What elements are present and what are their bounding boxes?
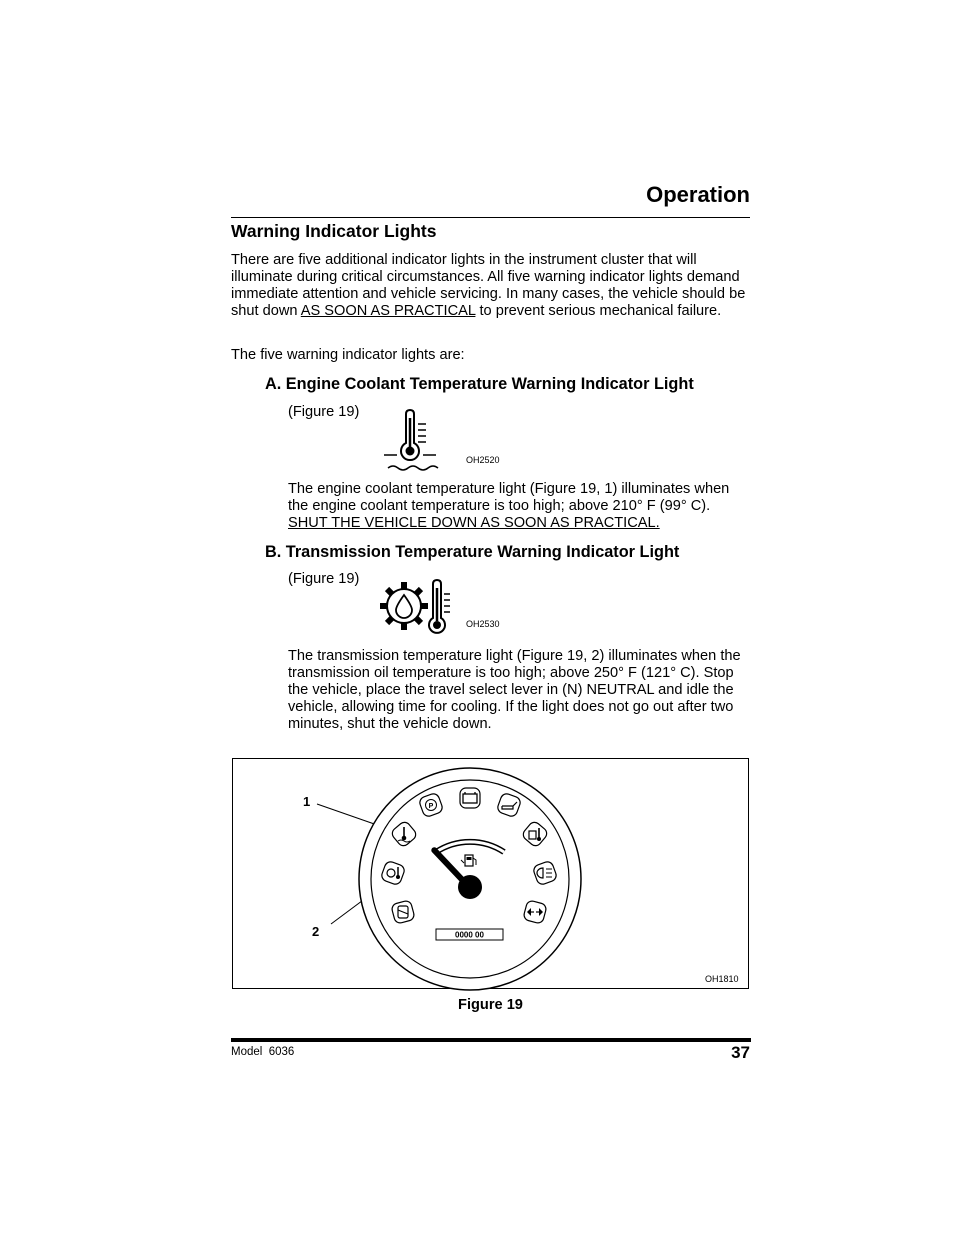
coolant-temperature-icon bbox=[380, 410, 460, 475]
page-number: 37 bbox=[731, 1043, 750, 1062]
footer-rule bbox=[231, 1038, 751, 1042]
callout-1: 1 bbox=[303, 794, 311, 809]
instrument-cluster-figure bbox=[232, 758, 749, 989]
item-a-title: A. Engine Coolant Temperature Warning Indicator Light bbox=[265, 375, 694, 393]
section-title: Operation bbox=[646, 182, 750, 207]
page-heading: Warning Indicator Lights bbox=[231, 221, 437, 241]
intro-text-before: There are five additional indicator lights in the instrument cluster that will illuminate during critical circumstances. All five warning indicator lights demand immediate attention and vehicle servicing. In many cases, the vehicle should be shut down bbox=[231, 252, 746, 319]
item-a-text: The engine coolant temperature light (Figure 19, 1) illuminates when the engine coolant temperature is too high; above 210° F (99° C). bbox=[288, 481, 730, 514]
footer-model: Model 6036 bbox=[231, 1046, 295, 1058]
transmission-temperature-icon bbox=[380, 578, 460, 636]
item-a-figure-ref: (Figure 19) bbox=[288, 404, 360, 420]
odometer-reading: 0000 00 bbox=[455, 930, 484, 940]
item-b-title: B. Transmission Temperature Warning Indicator Light bbox=[265, 543, 680, 561]
item-b-figure-ref: (Figure 19) bbox=[288, 571, 360, 587]
item-a-underlined: SHUT THE VEHICLE DOWN AS SOON AS PRACTICAL. bbox=[288, 515, 660, 531]
intro-underlined: AS SOON AS PRACTICAL bbox=[300, 303, 476, 319]
item-a-icon-code: OH2520 bbox=[466, 455, 500, 465]
figure-code: OH1810 bbox=[705, 974, 739, 984]
gauge-hub bbox=[458, 875, 482, 899]
list-intro: The five warning indicator lights are: bbox=[231, 347, 465, 363]
header-rule bbox=[231, 217, 750, 218]
callout-2: 2 bbox=[312, 924, 320, 939]
figure-caption: Figure 19 bbox=[458, 997, 523, 1013]
intro-text-after: to prevent serious mechanical failure. bbox=[475, 303, 722, 319]
svg-text:P: P bbox=[428, 802, 434, 810]
item-b-paragraph: The transmission temperature light (Figure 19, 2) illuminates when the transmission oil temperature is too high; above 250° F (121° C). Stop the vehicle, place the travel select lever in (N) NEUTRAL and idle the vehicle, allowing time for cooling. If the light does not go out after two minutes, shut the vehicle down. bbox=[288, 648, 741, 732]
item-a-paragraph bbox=[288, 481, 750, 532]
item-b-icon-code: OH2530 bbox=[466, 619, 500, 629]
intro-paragraph bbox=[231, 252, 754, 320]
